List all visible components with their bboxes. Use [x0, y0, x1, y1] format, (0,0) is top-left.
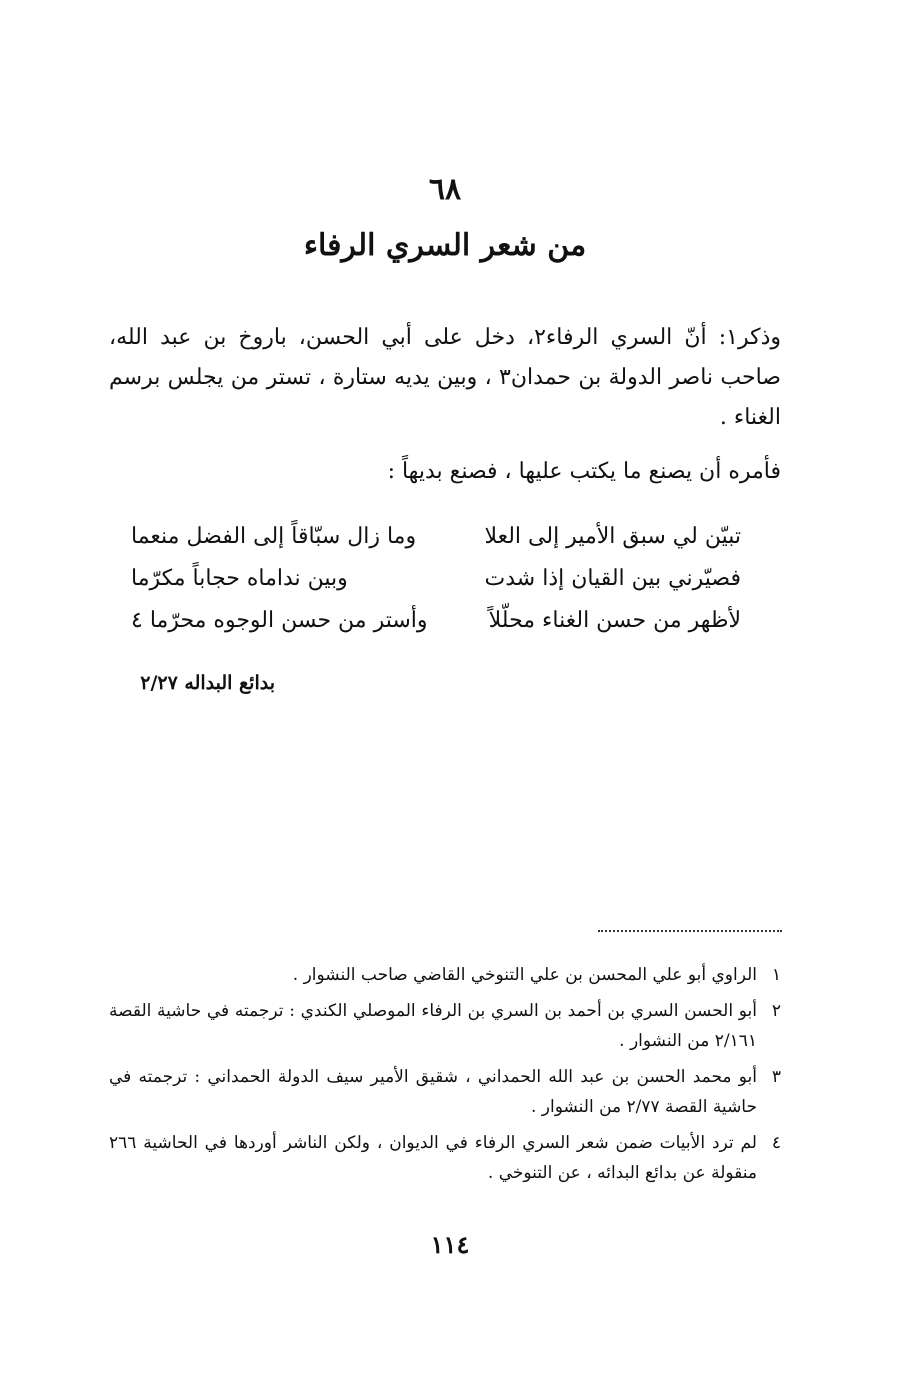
- footnote-text: لم ترد الأبيات ضمن شعر السري الرفاء في الديوان ، ولكن الناشر أوردها في الحاشية ٢٦٦ منقولة عن بدائع البدائه ، عن التنوخي .: [109, 1133, 757, 1183]
- verse-second-hemistich: وأستر من حسن الوجوه محرّما ٤: [131, 608, 428, 633]
- footnotes: [109, 960, 781, 1194]
- verse-second-hemistich: وما زال سبّاقاً إلى الفضل منعما: [131, 524, 417, 549]
- narrative-paragraph: وذكر١: أنّ السري الرفاء٢، دخل على أبي الحسن، باروخ بن عبد الله، صاحب ناصر الدولة بن حمدان٣ ، وبين يديه ستارة ، تستر من يجلس برسم الغناء .: [109, 325, 781, 430]
- footnote-text: الراوي أبو علي المحسن بن علي التنوخي القاضي صاحب النشوار .: [292, 965, 757, 985]
- footnote: [109, 1128, 781, 1188]
- verse-line: [131, 516, 741, 558]
- footnote: [109, 960, 781, 990]
- footnote-number: ٣: [771, 1067, 781, 1087]
- footnote-number: ١: [771, 965, 781, 985]
- verse-second-hemistich: وبين نداماه حجاباً مكرّما: [131, 566, 348, 591]
- verse-first-hemistich: تبيّن لي سبق الأمير إلى العلا: [484, 524, 741, 549]
- page-number: ١١٤: [430, 1230, 470, 1259]
- source-citation: بدائع البداله ٢/٢٧: [140, 672, 275, 694]
- verse-line: [131, 600, 741, 642]
- instruction-line: فأمره أن يصنع ما يكتب عليها ، فصنع بديهاً :: [387, 459, 781, 484]
- footnote: [109, 1062, 781, 1122]
- verse-line: [131, 558, 741, 600]
- section-number: ٦٨: [428, 172, 462, 207]
- footnote-number: ٢: [771, 1001, 781, 1021]
- footnote-text: أبو الحسن السري بن أحمد بن السري بن الرفاء الموصلي الكندي : ترجمته في حاشية القصة ٢/١٦١ من النشوار .: [109, 1001, 757, 1051]
- footnote: [109, 996, 781, 1056]
- section-title: من شعر السري الرفاء: [303, 228, 587, 263]
- footnote-divider: [598, 930, 782, 932]
- verse-first-hemistich: لأظهر من حسن الغناء محلّلاً: [488, 608, 741, 633]
- poem: [131, 516, 741, 642]
- verse-first-hemistich: فصيّرني بين القيان إذا شدت: [484, 566, 741, 591]
- footnote-text: أبو محمد الحسن بن عبد الله الحمداني ، شقيق الأمير سيف الدولة الحمداني : ترجمته في حاشية القصة ٢/٧٧ من النشوار .: [109, 1067, 757, 1117]
- prose-body: [109, 318, 781, 492]
- footnote-number: ٤: [771, 1133, 781, 1153]
